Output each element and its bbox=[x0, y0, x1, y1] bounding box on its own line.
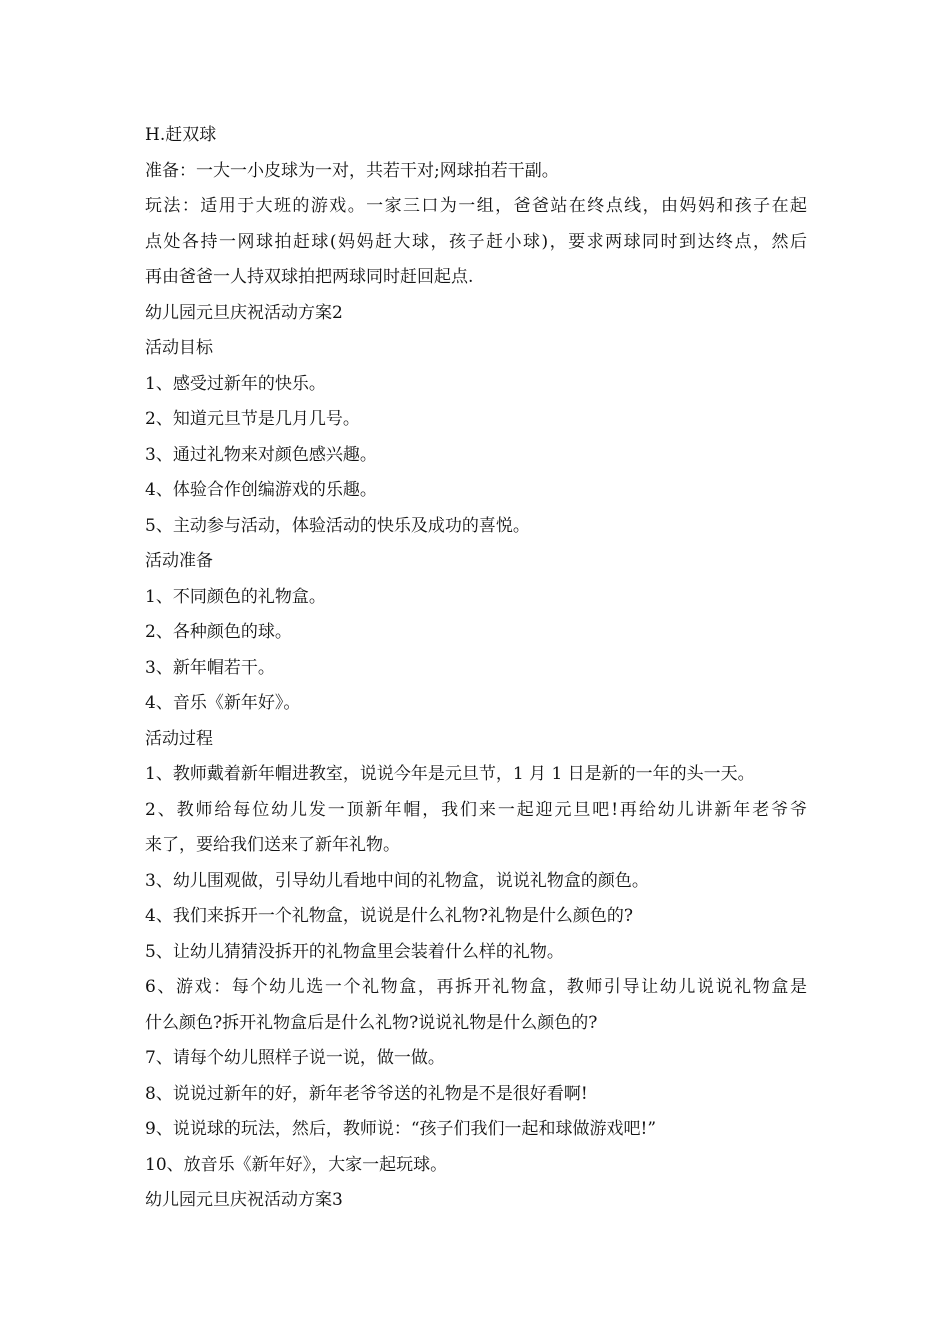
text-line: 7、请每个幼儿照样子说一说，做一做。 bbox=[145, 1048, 445, 1068]
text-line: 点处各持一网球拍赶球(妈妈赶大球，孩子赶小球)，要求两球同时到达终点，然后 bbox=[145, 231, 807, 252]
text-line: 3、通过礼物来对颜色感兴趣。 bbox=[145, 444, 377, 465]
text-line: 玩法：适用于大班的游戏。一家三口为一组，爸爸站在终点线，由妈妈和孩子在起 bbox=[145, 196, 807, 216]
text-line: 准备：一大一小皮球为一对，共若干对;网球拍若干副。 bbox=[145, 160, 559, 181]
text-line: 活动过程 bbox=[145, 728, 213, 749]
text-line: 3、幼儿围观做，引导幼儿看地中间的礼物盒，说说礼物盒的颜色。 bbox=[145, 870, 649, 891]
text-line: 4、音乐《新年好》。 bbox=[145, 693, 301, 713]
text-line: 幼儿园元旦庆祝活动方案3 bbox=[145, 1190, 343, 1210]
text-line: 幼儿园元旦庆祝活动方案2 bbox=[145, 302, 343, 323]
text-line: 来了，要给我们送来了新年礼物。 bbox=[145, 835, 400, 855]
text-line: 1、教师戴着新年帽进教室，说说今年是元旦节，1 月 1 日是新的一年的头一天。 bbox=[145, 764, 755, 784]
text-line: H.赶双球 bbox=[145, 125, 217, 145]
text-line: 活动目标 bbox=[145, 338, 213, 358]
text-line: 5、让幼儿猜猜没拆开的礼物盒里会装着什么样的礼物。 bbox=[145, 941, 564, 962]
text-line: 6、游戏：每个幼儿选一个礼物盒，再拆开礼物盒，教师引导让幼儿说说礼物盒是 bbox=[145, 977, 807, 997]
text-line: 再由爸爸一人持双球拍把两球同时赶回起点. bbox=[145, 267, 474, 287]
text-line: 10、放音乐《新年好》，大家一起玩球。 bbox=[145, 1154, 448, 1175]
text-line: 4、我们来拆开一个礼物盒，说说是什么礼物?礼物是什么颜色的? bbox=[145, 906, 634, 926]
text-line: 8、说说过新年的好，新年老爷爷送的礼物是不是很好看啊! bbox=[145, 1083, 588, 1104]
text-line: 2、各种颜色的球。 bbox=[145, 622, 292, 642]
text-line: 4、体验合作创编游戏的乐趣。 bbox=[145, 480, 377, 500]
text-line: 2、知道元旦节是几月几号。 bbox=[145, 409, 360, 429]
text-line: 什么颜色?拆开礼物盒后是什么礼物?说说礼物是什么颜色的? bbox=[145, 1012, 598, 1033]
document-body bbox=[145, 118, 815, 1219]
text-line: 5、主动参与活动，体验活动的快乐及成功的喜悦。 bbox=[145, 515, 530, 536]
text-line: 9、说说球的玩法，然后，教师说：“孩子们我们一起和球做游戏吧!” bbox=[145, 1119, 657, 1139]
text-line: 活动准备 bbox=[145, 551, 213, 571]
text-line: 2、教师给每位幼儿发一顶新年帽，我们来一起迎元旦吧!再给幼儿讲新年老爷爷 bbox=[145, 799, 807, 820]
text-line: 1、不同颜色的礼物盒。 bbox=[145, 586, 326, 607]
text-line: 1、感受过新年的快乐。 bbox=[145, 373, 326, 394]
text-line: 3、新年帽若干。 bbox=[145, 657, 275, 678]
